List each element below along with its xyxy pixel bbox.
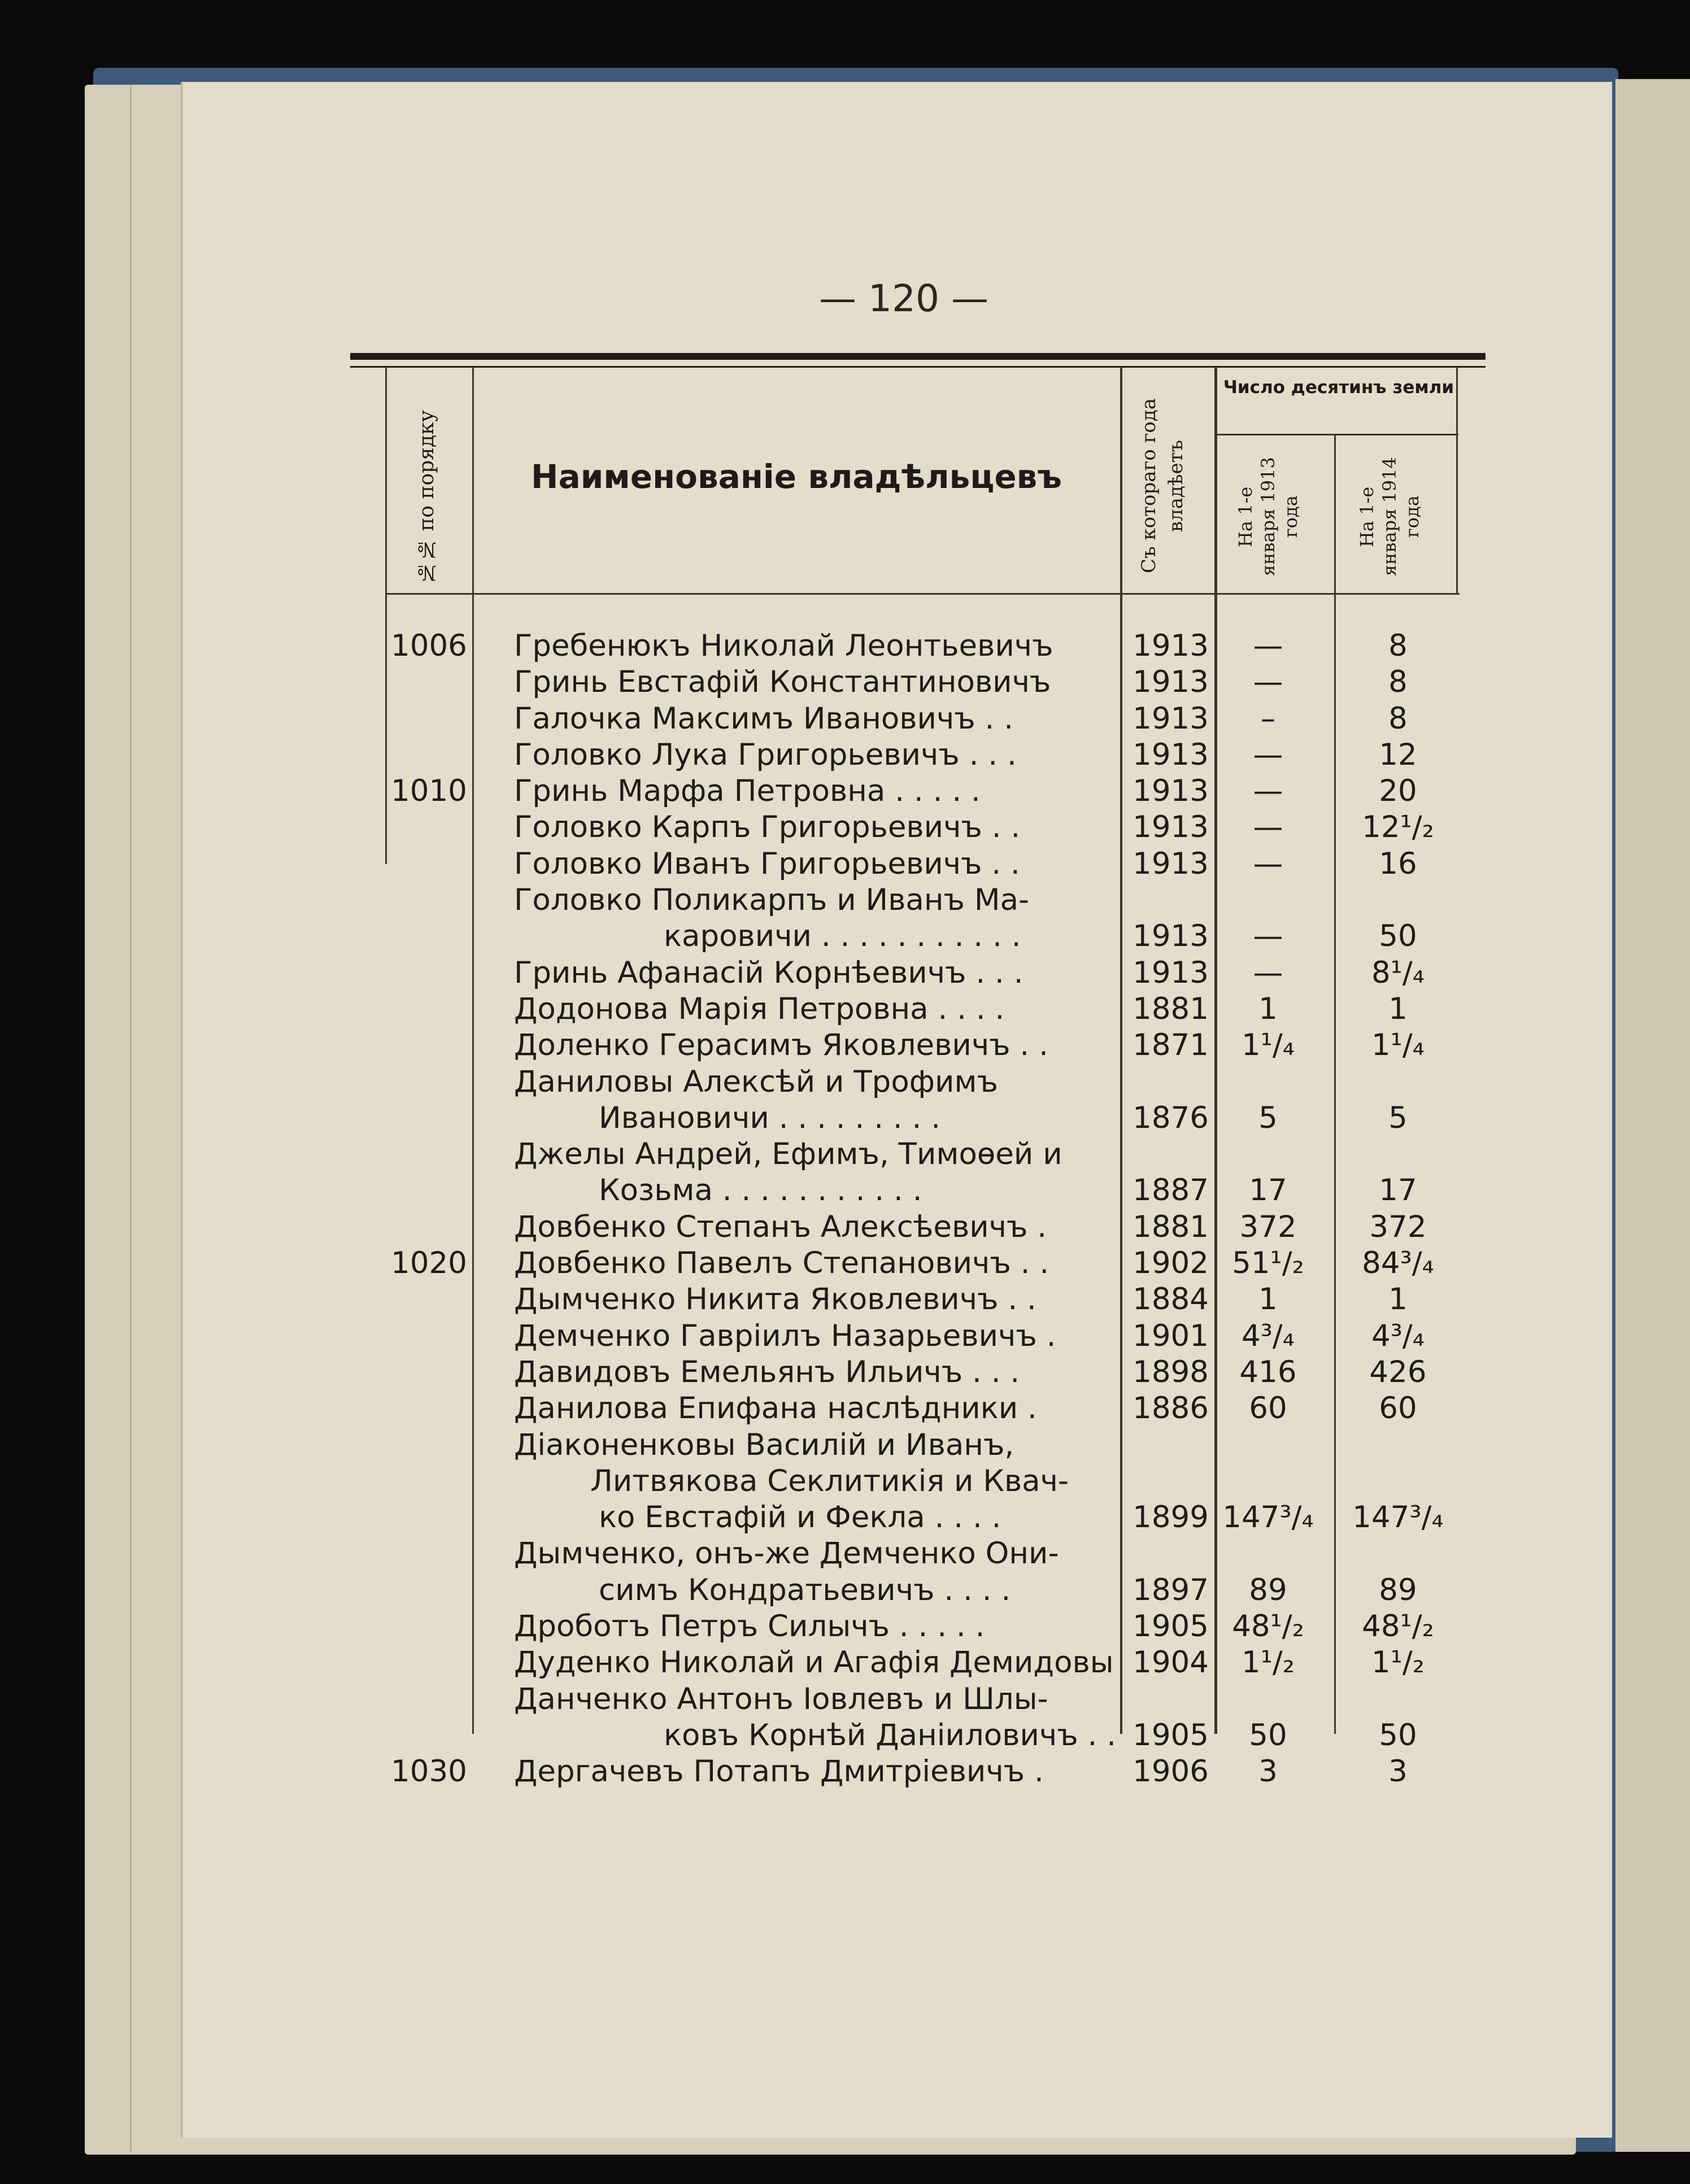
row-number: 1030 — [391, 1754, 467, 1789]
table-row — [384, 1027, 1471, 1063]
owner-name: Головко Иванъ Григорьевичъ . . — [514, 846, 1020, 881]
desyatin-1914: 17 — [1379, 1173, 1417, 1208]
desyatin-1914: 3 — [1388, 1754, 1408, 1789]
desyatin-1913: 147³/₄ — [1222, 1500, 1314, 1535]
table-row — [384, 1390, 1471, 1427]
since-year: 1881 — [1133, 991, 1209, 1026]
since-year: 1913 — [1133, 919, 1209, 954]
since-year: 1871 — [1133, 1028, 1209, 1063]
desyatin-1914: 89 — [1379, 1572, 1417, 1607]
since-year: 1876 — [1133, 1100, 1209, 1135]
table-row — [384, 737, 1471, 773]
owner-name: Головко Поликарпъ и Иванъ Ма- — [514, 883, 1030, 918]
desyatin-1913: — — [1253, 846, 1283, 881]
desyatin-1914: 1 — [1388, 991, 1408, 1026]
desyatin-1914: 60 — [1379, 1391, 1417, 1426]
owner-name: Дымченко Никита Яковлевичъ . . — [514, 1282, 1036, 1317]
desyatin-1914: 8 — [1388, 701, 1408, 736]
group-header-rule — [1216, 434, 1458, 435]
desyatin-1914: 84³/₄ — [1362, 1246, 1434, 1281]
desyatin-1913: — — [1253, 629, 1283, 663]
desyatin-1913: — — [1253, 955, 1283, 990]
desyatin-1913: – — [1260, 701, 1276, 736]
owner-name: симъ Кондратьевичъ . . . . — [599, 1572, 1011, 1607]
desyatin-1914: 5 — [1388, 1100, 1408, 1135]
owner-name: Головко Карпъ Григорьевичъ . . — [514, 810, 1021, 845]
since-year: 1898 — [1133, 1354, 1209, 1389]
since-year: 1897 — [1133, 1572, 1209, 1607]
desyatin-1913: 1 — [1258, 1282, 1278, 1317]
table-row — [384, 1318, 1471, 1354]
desyatin-1914: 16 — [1379, 846, 1417, 881]
owner-name: Ивановичи . . . . . . . . . — [599, 1100, 941, 1135]
table-row — [384, 1463, 1471, 1499]
table-row — [384, 882, 1471, 918]
header-desyatin-group: Число десятинъ земли — [1223, 377, 1454, 398]
owner-name: Додонова Марія Петровна . . . . — [514, 991, 1005, 1026]
owner-name: Демченко Гавріилъ Назарьевичъ . — [514, 1318, 1056, 1353]
table-row — [384, 991, 1471, 1027]
table-row — [384, 1645, 1471, 1681]
desyatin-1913: 48¹/₂ — [1232, 1609, 1304, 1644]
owner-name: Даниловы Алексѣй и Трофимъ — [514, 1064, 998, 1099]
desyatin-1914: 1¹/₄ — [1371, 1028, 1425, 1063]
desyatin-1914: 20 — [1379, 774, 1417, 809]
table-row — [384, 664, 1471, 700]
since-year: 1913 — [1133, 629, 1209, 663]
row-number: 1010 — [391, 774, 467, 809]
desyatin-1913: 89 — [1249, 1572, 1287, 1607]
since-year: 1884 — [1133, 1282, 1209, 1317]
desyatin-1913: 17 — [1249, 1173, 1287, 1208]
since-year: 1913 — [1133, 701, 1209, 736]
table-row — [384, 846, 1471, 882]
desyatin-1914: 1¹/₂ — [1371, 1645, 1425, 1680]
table-row — [384, 1354, 1471, 1390]
table-row — [384, 1100, 1471, 1136]
since-year: 1905 — [1133, 1717, 1209, 1753]
header-number: №№ по порядку — [415, 410, 438, 584]
desyatin-1914: 12¹/₂ — [1362, 810, 1434, 845]
desyatin-1914: 48¹/₂ — [1362, 1609, 1434, 1644]
table-row — [384, 955, 1471, 991]
desyatin-1914: 50 — [1379, 1717, 1417, 1753]
owner-name: Дуденко Николай и Агафія Демидовы — [514, 1645, 1114, 1680]
desyatin-1913: 1¹/₄ — [1241, 1028, 1295, 1063]
table-row — [384, 1536, 1471, 1572]
header-bottom-rule — [386, 593, 1460, 595]
since-year: 1913 — [1133, 665, 1209, 700]
table-row — [384, 773, 1471, 809]
desyatin-1914: 147³/₄ — [1352, 1500, 1444, 1535]
desyatin-1913: — — [1253, 810, 1283, 845]
owner-name: Гринь Евстафій Константиновичъ — [514, 665, 1051, 700]
since-year: 1881 — [1133, 1209, 1209, 1244]
header-1914: На 1-е января 1914 года — [1356, 457, 1423, 577]
desyatin-1914: 372 — [1369, 1209, 1427, 1244]
table-row — [384, 1427, 1471, 1463]
owner-name: Довбенко Степанъ Алексѣевичъ . — [514, 1209, 1047, 1244]
desyatin-1914: 8 — [1388, 629, 1408, 663]
desyatin-1913: 372 — [1239, 1209, 1297, 1244]
table-row — [384, 1608, 1471, 1645]
owner-name: Козьма . . . . . . . . . . . — [599, 1173, 922, 1208]
since-year: 1913 — [1133, 846, 1209, 881]
desyatin-1913: 1¹/₂ — [1241, 1645, 1295, 1680]
table-row — [384, 809, 1471, 845]
owner-name: Дымченко, онъ-же Демченко Они- — [514, 1536, 1059, 1571]
table-row — [384, 1717, 1471, 1754]
since-year: 1905 — [1133, 1609, 1209, 1644]
table-row — [384, 701, 1471, 737]
desyatin-1914: 50 — [1379, 919, 1417, 954]
table-row — [384, 628, 1471, 664]
desyatin-1914: 426 — [1369, 1354, 1427, 1389]
owner-name: ковъ Корнѣй Даніиловичъ . . — [664, 1717, 1117, 1753]
table-top-rule-thin — [350, 366, 1486, 368]
table-row — [384, 1172, 1471, 1209]
desyatin-1913: — — [1253, 665, 1283, 700]
desyatin-1913: 5 — [1258, 1100, 1278, 1135]
desyatin-1914: 4³/₄ — [1371, 1318, 1425, 1353]
owner-name: Данченко Антонъ Іовлевъ и Шлы- — [514, 1681, 1048, 1716]
table-row — [384, 1281, 1471, 1318]
table-body — [384, 628, 1471, 1790]
header-since-year: Съ котораго года владѣетъ — [1138, 398, 1187, 574]
desyatin-1913: 51¹/₂ — [1232, 1246, 1304, 1281]
table-row — [384, 1499, 1471, 1536]
desyatin-1913: 3 — [1258, 1754, 1278, 1789]
owner-name: Гребенюкъ Николай Леонтьевичъ — [514, 629, 1053, 663]
table-row — [384, 1681, 1471, 1717]
page-number: — 120 — — [819, 277, 988, 320]
since-year: 1886 — [1133, 1391, 1209, 1426]
owner-name: Головко Лука Григорьевичъ . . . — [514, 737, 1017, 772]
owner-name: Дергачевъ Потапъ Дмитріевичъ . — [514, 1754, 1044, 1789]
owner-name: Галочка Максимъ Ивановичъ . . — [514, 701, 1014, 736]
owner-name: Дроботъ Петръ Силычъ . . . . . — [514, 1609, 985, 1644]
since-year: 1901 — [1133, 1318, 1209, 1353]
since-year: 1904 — [1133, 1645, 1209, 1680]
row-number: 1020 — [391, 1246, 467, 1281]
owner-name: ко Евстафій и Фекла . . . . — [599, 1500, 1001, 1535]
facing-page-edge — [1615, 79, 1690, 2152]
owner-name: Гринь Афанасій Корнѣевичъ . . . — [514, 955, 1023, 990]
desyatin-1913: 416 — [1239, 1354, 1297, 1389]
desyatin-1913: 4³/₄ — [1241, 1318, 1295, 1353]
table-row — [384, 1754, 1471, 1790]
owner-name: Давидовъ Емельянъ Ильичъ . . . — [514, 1354, 1020, 1389]
desyatin-1914: 8¹/₄ — [1371, 955, 1425, 990]
header-1913: На 1-е января 1913 года — [1235, 457, 1301, 577]
desyatin-1914: 8 — [1388, 665, 1408, 700]
owner-name: Данилова Епифана наслѣдники . — [514, 1391, 1037, 1426]
owner-name: Джелы Андрей, Ефимъ, Тимоѳей и — [514, 1137, 1062, 1172]
desyatin-1913: — — [1253, 919, 1283, 954]
table-row — [384, 1245, 1471, 1281]
desyatin-1913: 60 — [1249, 1391, 1287, 1426]
table-row — [384, 918, 1471, 954]
desyatin-1913: — — [1253, 774, 1283, 809]
owner-name: каровичи . . . . . . . . . . . — [664, 919, 1021, 954]
since-year: 1913 — [1133, 774, 1209, 809]
since-year: 1913 — [1133, 955, 1209, 990]
owner-name: Доленко Герасимъ Яковлевичъ . . — [514, 1028, 1048, 1063]
header-owner-names: Наименованіе владѣльцевъ — [531, 457, 1062, 496]
since-year: 1902 — [1133, 1246, 1209, 1281]
since-year: 1899 — [1133, 1500, 1209, 1535]
owner-name: Гринь Марфа Петровна . . . . . — [514, 774, 981, 809]
owner-name: Довбенко Павелъ Степановичъ . . — [514, 1246, 1049, 1281]
since-year: 1913 — [1133, 737, 1209, 772]
table-row — [384, 1209, 1471, 1245]
desyatin-1913: — — [1253, 737, 1283, 772]
desyatin-1913: 50 — [1249, 1717, 1287, 1753]
since-year: 1887 — [1133, 1173, 1209, 1208]
table-top-rule — [350, 353, 1486, 360]
owner-name: Литвякова Секлитикія и Квач- — [590, 1463, 1069, 1498]
desyatin-1914: 12 — [1379, 737, 1417, 772]
table-row — [384, 1572, 1471, 1608]
table-row — [384, 1064, 1471, 1100]
table-row — [384, 1136, 1471, 1172]
desyatin-1914: 1 — [1388, 1282, 1408, 1317]
since-year: 1906 — [1133, 1754, 1209, 1789]
desyatin-1913: 1 — [1258, 991, 1278, 1026]
since-year: 1913 — [1133, 810, 1209, 845]
row-number: 1006 — [391, 629, 467, 663]
owner-name: Діаконенковы Василій и Иванъ, — [514, 1427, 1014, 1462]
